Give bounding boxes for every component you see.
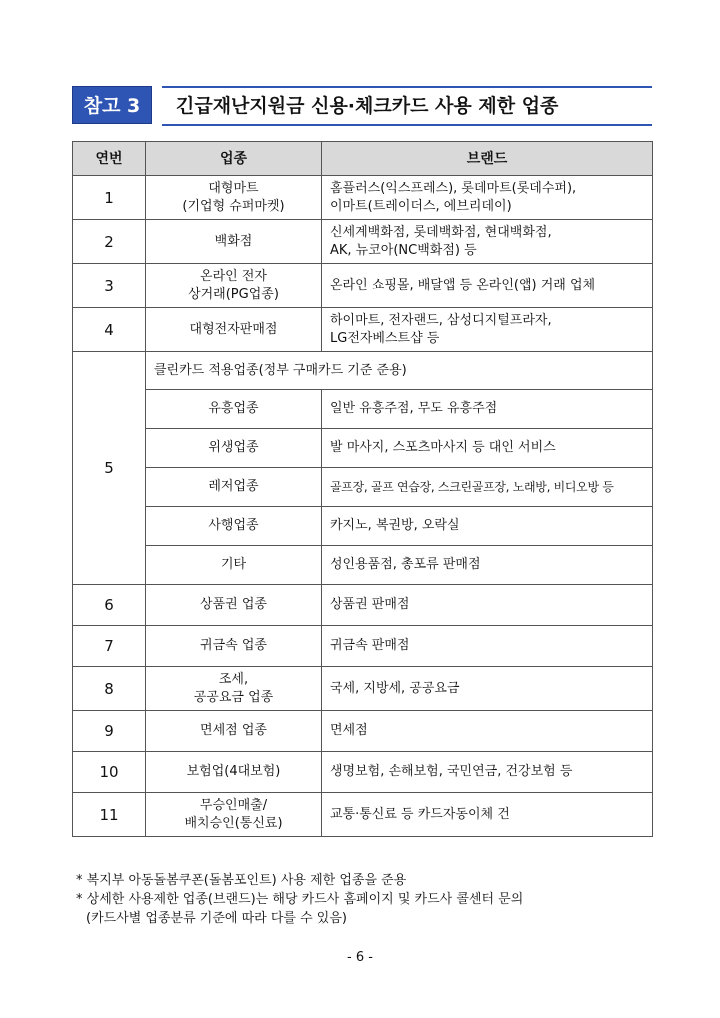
table-row xyxy=(73,626,653,667)
brand-line: 이마트(트레이더스, 에브리데이) xyxy=(330,198,512,214)
subrow-brand: 일반 유흥주점, 무도 유흥주점 xyxy=(322,390,653,429)
industry-line: (기업형 슈퍼마켓) xyxy=(182,198,285,214)
row-brand xyxy=(322,220,653,264)
brand-line: 신세계백화점, 롯데백화점, 현대백화점, xyxy=(330,224,552,240)
page-title: 긴급재난지원금 신용·체크카드 사용 제한 업종 xyxy=(176,95,559,117)
table-row xyxy=(73,793,653,837)
row-brand: 국세, 지방세, 공공요금 xyxy=(322,667,653,711)
subrow-brand: 발 마사지, 스포츠마사지 등 대인 서비스 xyxy=(322,429,653,468)
restricted-industry-table xyxy=(72,141,653,837)
brand-line: AK, 뉴코아(NC백화점) 등 xyxy=(330,242,477,258)
brand-line: 하이마트, 전자랜드, 삼성디지털프라자, xyxy=(330,312,552,328)
table-subrow xyxy=(73,507,653,546)
page-number: - 6 - xyxy=(347,950,373,965)
row-brand: 생명보험, 손해보험, 국민연금, 건강보험 등 xyxy=(322,752,653,793)
row-num: 4 xyxy=(73,308,146,352)
row-brand: 상품권 판매점 xyxy=(322,585,653,626)
header-rule-bottom xyxy=(162,124,652,126)
row-brand xyxy=(322,264,653,308)
row-num: 10 xyxy=(73,752,146,793)
row-industry: 면세점 업종 xyxy=(146,711,322,752)
subrow-brand: 카지노, 복권방, 오락실 xyxy=(322,507,653,546)
row-industry xyxy=(146,667,322,711)
row-num: 6 xyxy=(73,585,146,626)
subrow-industry: 사행업종 xyxy=(146,507,322,546)
subrow-industry: 기타 xyxy=(146,546,322,585)
row-num: 3 xyxy=(73,264,146,308)
table-row xyxy=(73,667,653,711)
industry-line: 상거래(PG업종) xyxy=(188,286,279,302)
row-industry xyxy=(146,264,322,308)
footnotes xyxy=(76,871,676,928)
table-row xyxy=(73,752,653,793)
footnote: * 복지부 아동돌봄쿠폰(돌봄포인트) 사용 제한 업종을 준용 xyxy=(76,873,407,888)
industry-line: 조세, xyxy=(218,671,249,687)
row-industry xyxy=(146,793,322,837)
table-row xyxy=(73,220,653,264)
row-industry: 상품권 업종 xyxy=(146,585,322,626)
subrow-brand: 성인용품점, 총포류 판매점 xyxy=(322,546,653,585)
subrow-industry: 레저업종 xyxy=(146,468,322,507)
industry-line: 온라인 전자 xyxy=(200,268,267,284)
row-industry: 귀금속 업종 xyxy=(146,626,322,667)
row-brand: 면세점 xyxy=(322,711,653,752)
row-industry: 보험업(4대보험) xyxy=(146,752,322,793)
row-num: 11 xyxy=(73,793,146,837)
table-header-row xyxy=(73,142,653,176)
header-num: 연번 xyxy=(73,142,146,176)
industry-line: 대형마트 xyxy=(208,180,259,196)
row-industry xyxy=(146,176,322,220)
row-num: 2 xyxy=(73,220,146,264)
row-num: 7 xyxy=(73,626,146,667)
brand-line: LG전자베스트샵 등 xyxy=(330,330,440,346)
row-brand xyxy=(322,308,653,352)
header-brand: 브랜드 xyxy=(322,142,653,176)
row-num: 8 xyxy=(73,667,146,711)
industry-line: 무승인매출/ xyxy=(199,797,268,813)
clean-card-label: 클린카드 적용업종(정부 구매카드 기준 준용) xyxy=(146,352,653,390)
table-row-clean-card xyxy=(73,352,653,390)
row-brand: 교통·통신료 등 카드자동이체 건 xyxy=(322,793,653,837)
row-industry xyxy=(146,308,322,352)
industry-line: 공공요금 업종 xyxy=(193,689,274,705)
header-industry: 업종 xyxy=(146,142,322,176)
table-subrow xyxy=(73,546,653,585)
subrow-industry: 위생업종 xyxy=(146,429,322,468)
subrow-industry: 유흥업종 xyxy=(146,390,322,429)
row-num: 1 xyxy=(73,176,146,220)
row-industry xyxy=(146,220,322,264)
table-row xyxy=(73,585,653,626)
brand-line: 온라인 쇼핑몰, 배달앱 등 온라인(앱) 거래 업체 xyxy=(330,277,596,293)
table-row xyxy=(73,711,653,752)
table-subrow xyxy=(73,390,653,429)
row-brand: 귀금속 판매점 xyxy=(322,626,653,667)
footnote: * 상세한 사용제한 업종(브랜드)는 해당 카드사 홈페이지 및 카드사 콜센터 문의 xyxy=(76,892,524,907)
industry-line: 대형전자판매점 xyxy=(189,321,278,337)
industry-line: 배치승인(통신료) xyxy=(184,815,283,831)
reference-badge: 참고 3 xyxy=(72,86,152,124)
row-brand xyxy=(322,176,653,220)
row-num: 9 xyxy=(73,711,146,752)
footnote: (카드사별 업종분류 기준에 따라 다를 수 있음) xyxy=(86,911,347,926)
page-header xyxy=(72,86,652,126)
table-subrow xyxy=(73,429,653,468)
subrow-brand: 골프장, 골프 연습장, 스크린골프장, 노래방, 비디오방 등 xyxy=(322,468,653,507)
table-row xyxy=(73,308,653,352)
table-row xyxy=(73,264,653,308)
brand-line: 홈플러스(익스프레스), 롯데마트(롯데수퍼), xyxy=(330,180,577,196)
table-subrow xyxy=(73,468,653,507)
row-num: 5 xyxy=(73,352,146,585)
table-row xyxy=(73,176,653,220)
industry-line: 백화점 xyxy=(214,233,253,249)
